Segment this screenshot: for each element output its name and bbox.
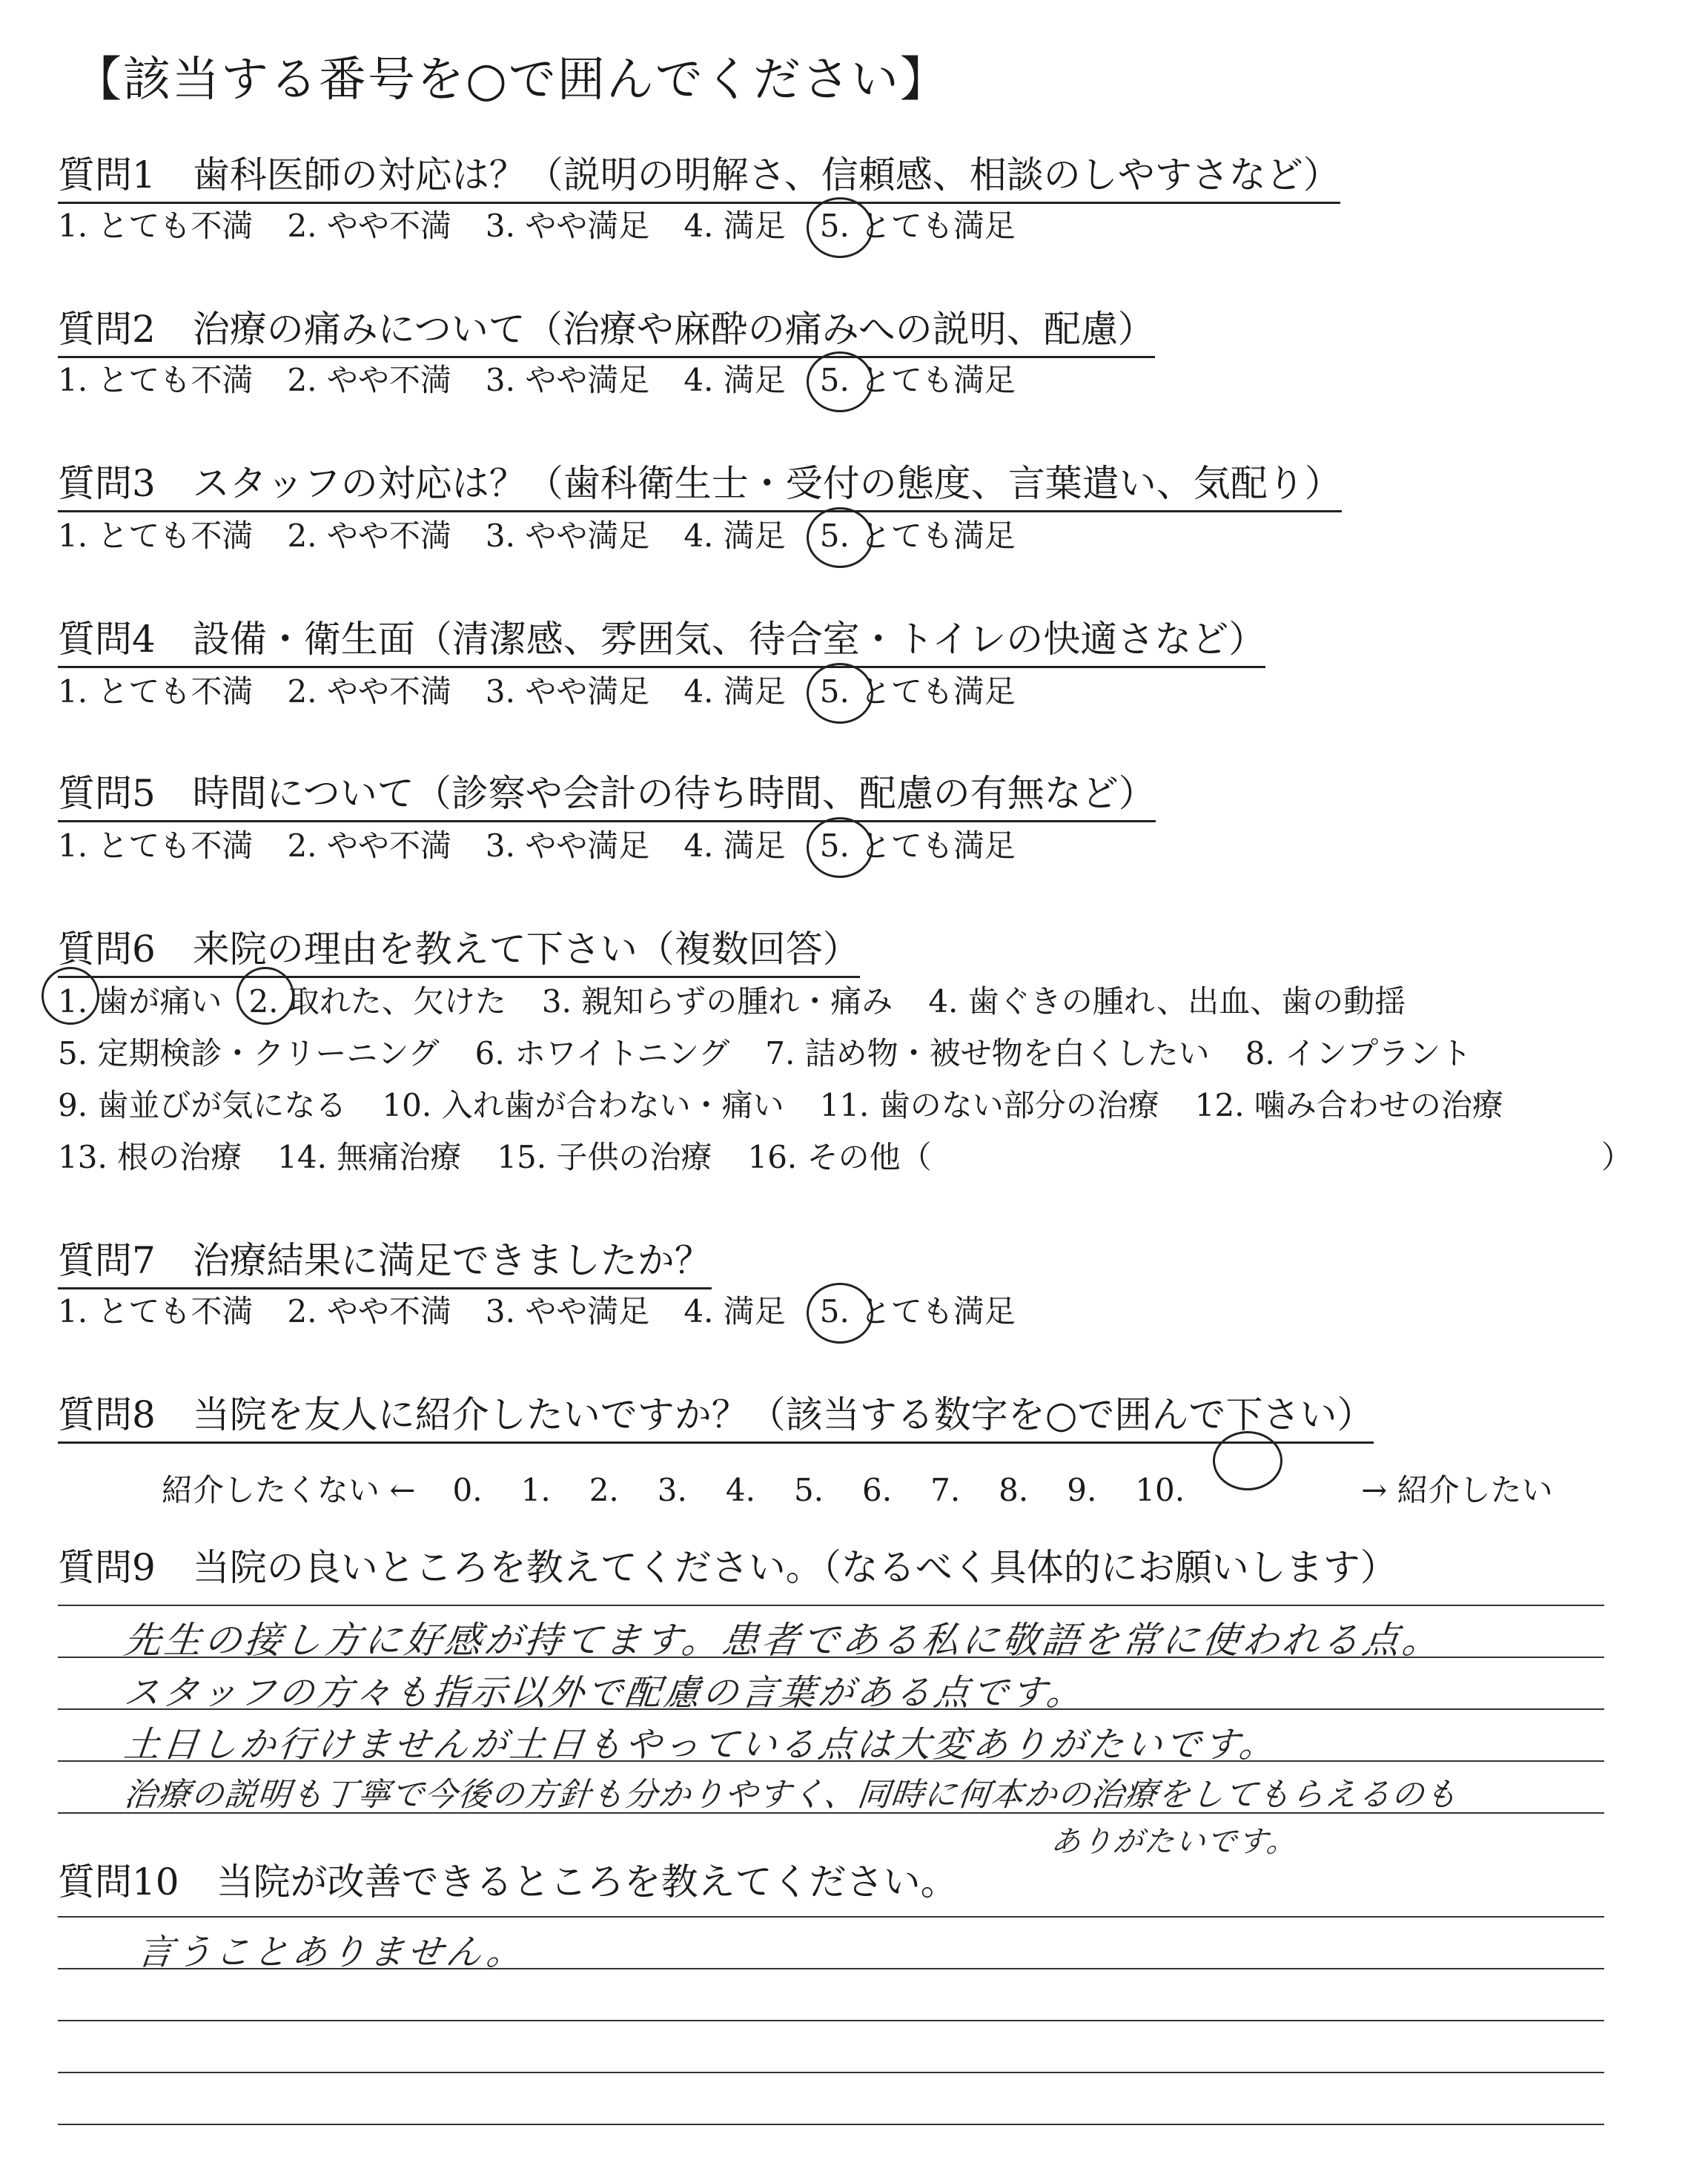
option-1[interactable]: 1. とても不満 [58,362,254,398]
scale-1[interactable]: 1. [520,1472,551,1508]
scale-5[interactable]: 5. [793,1472,824,1508]
reason-8[interactable]: 8. インプラント [1245,1035,1472,1071]
question-5-options [58,822,1050,866]
question-7-options [58,1287,1050,1332]
answer-line [58,2020,1604,2021]
option-3[interactable]: 3. やや満足 [485,518,650,554]
reason-13[interactable]: 13. 根の治療 [58,1139,242,1175]
option-5-label: とても満足 [859,208,1016,244]
q9-handwritten-line-1: 先生の接し方に好感が持てます。患者である私に敬語を常に使われる点。 [122,1619,1445,1662]
reason-1-selected[interactable]: 1. 歯が痛い [58,977,222,1022]
option-1[interactable]: 1. とても不満 [58,518,254,554]
form-title: 【該当する番号を○で囲んでください】 [74,53,949,108]
option-5-selected[interactable]: 5. [820,673,850,710]
q9-handwritten-line-5: ありがたいです。 [1049,1825,1300,1859]
reason-row-3 [58,1081,1539,1126]
reason-11[interactable]: 11. 歯のない部分の治療 [819,1087,1159,1123]
scale-7[interactable]: 7. [930,1472,961,1508]
reason-14[interactable]: 14. 無痛治療 [277,1139,462,1175]
option-4[interactable]: 4. 満足 [683,1293,786,1330]
q9-handwritten-line-4: 治療の説明も丁寧で今後の方針も分かりやすく、同時に何本かの治療をしてもらえるのも [122,1776,1460,1814]
question-7-title: 質問7 治療結果に満足できましたか？ [58,1231,712,1289]
question-3-options [58,512,1050,556]
answer-line [58,1605,1604,1606]
scale-left-label: 紹介したくない ← [162,1472,416,1508]
option-2[interactable]: 2. やや不満 [287,1293,451,1330]
question-10-title: 質問10 当院が改善できるところを教えてください。 [58,1860,958,1903]
question-5-title: 質問5 時間について（診察や会計の待ち時間、配慮の有無など） [58,764,1156,822]
question-6-title: 質問6 来院の理由を教えて下さい（複数回答） [58,919,860,978]
reason-5[interactable]: 5. 定期検診・クリーニング [58,1035,440,1071]
option-1[interactable]: 1. とても不満 [58,208,254,244]
option-4[interactable]: 4. 満足 [683,828,786,864]
reason-2-selected[interactable]: 2. 取れた、欠けた [248,977,506,1022]
selection-circle [1213,1431,1282,1490]
scale-2[interactable]: 2. [589,1472,619,1508]
option-3[interactable]: 3. やや満足 [485,1293,650,1330]
reason-row-2 [58,1029,1507,1074]
option-5-label: とても満足 [859,518,1016,554]
option-1[interactable]: 1. とても不満 [58,673,254,710]
reason-4[interactable]: 4. 歯ぐきの腫れ、出血、歯の動揺 [928,983,1406,1020]
reason-row-1 [58,977,1441,1022]
reason-3[interactable]: 3. 親知らずの腫れ・痛み [541,983,893,1020]
option-5-selected[interactable]: 5. [820,362,850,398]
option-2[interactable]: 2. やや不満 [287,673,451,710]
scale-right-label: → 紹介したい [1361,1472,1553,1508]
scale-0[interactable]: 0. [452,1472,483,1508]
question-8-title: 質問8 当院を友人に紹介したいですか？（該当する数字を○で囲んで下さい） [58,1385,1374,1444]
recommend-scale [162,1441,1592,1510]
option-2[interactable]: 2. やや不満 [287,208,451,244]
q9-handwritten-line-2: スタッフの方々も指示以外で配慮の言葉がある点です。 [122,1672,1088,1714]
option-2[interactable]: 2. やや不満 [287,362,451,398]
option-5-selected[interactable]: 5. [820,828,850,864]
option-5-label: とても満足 [859,362,1016,398]
option-2[interactable]: 2. やや不満 [287,828,451,864]
question-3-title: 質問3 スタッフの対応は？（歯科衛生士・受付の態度、言葉遣い、気配り） [58,454,1342,512]
reason-row-4 [58,1133,967,1178]
option-1[interactable]: 1. とても不満 [58,1293,254,1330]
option-3[interactable]: 3. やや満足 [485,828,650,864]
reason-10[interactable]: 10. 入れ歯が合わない・痛い [382,1087,784,1123]
scale-9[interactable]: 9. [1067,1472,1097,1508]
scale-10-selected[interactable]: 10. [1135,1441,1331,1508]
option-4[interactable]: 4. 満足 [683,208,786,244]
other-close-paren: ） [1601,1139,1633,1175]
option-2[interactable]: 2. やや不満 [287,518,451,554]
question-1-options [58,202,1050,246]
reason-6[interactable]: 6. ホワイトニング [474,1035,730,1071]
q10-handwritten-line-1: 言うことありません。 [135,1932,528,1973]
option-4[interactable]: 4. 満足 [683,518,786,554]
option-5-selected[interactable]: 5. [820,518,850,554]
option-5-selected[interactable]: 5. [820,1293,850,1330]
reason-7[interactable]: 7. 詰め物・被せ物を白くしたい [765,1035,1210,1071]
scale-3[interactable]: 3. [657,1472,687,1508]
option-4[interactable]: 4. 満足 [683,362,786,398]
option-5-label: とても満足 [859,828,1016,864]
option-3[interactable]: 3. やや満足 [485,208,650,244]
question-1-title: 質問1 歯科医師の対応は？（説明の明解さ、信頼感、相談のしやすさなど） [58,145,1340,204]
option-3[interactable]: 3. やや満足 [485,362,650,398]
option-5-label: とても満足 [859,673,1016,710]
selection-circle [42,967,99,1025]
reason-9[interactable]: 9. 歯並びが気になる [58,1087,347,1123]
reason-16-other[interactable]: 16. その他（ [747,1139,932,1175]
answer-line [58,2124,1604,2125]
q9-handwritten-line-3: 土日しか行けませんが土日もやっている点は大変ありがたいです。 [122,1724,1280,1766]
question-4-options [58,667,1050,712]
answer-line [58,1916,1604,1918]
question-2-title: 質問2 治療の痛みについて（治療や麻酔の痛みへの説明、配慮） [58,300,1155,358]
option-5-selected[interactable]: 5. [820,208,850,244]
scale-6[interactable]: 6. [862,1472,893,1508]
scale-4[interactable]: 4. [725,1472,755,1508]
option-5-label: とても満足 [859,1293,1016,1330]
question-9-title: 質問9 当院の良いところを教えてください。（なるべく具体的にお願いします） [58,1546,1397,1589]
answer-line [58,2072,1604,2073]
question-4-title: 質問4 設備・衛生面（清潔感、雰囲気、待合室・トイレの快適さなど） [58,610,1265,668]
option-3[interactable]: 3. やや満足 [485,673,650,710]
option-4[interactable]: 4. 満足 [683,673,786,710]
scale-8[interactable]: 8. [999,1472,1029,1508]
option-1[interactable]: 1. とても不満 [58,828,254,864]
question-2-options [58,356,1050,400]
selection-circle [236,967,294,1025]
reason-15[interactable]: 15. 子供の治療 [497,1139,712,1175]
reason-12[interactable]: 12. 噛み合わせの治療 [1194,1087,1503,1123]
